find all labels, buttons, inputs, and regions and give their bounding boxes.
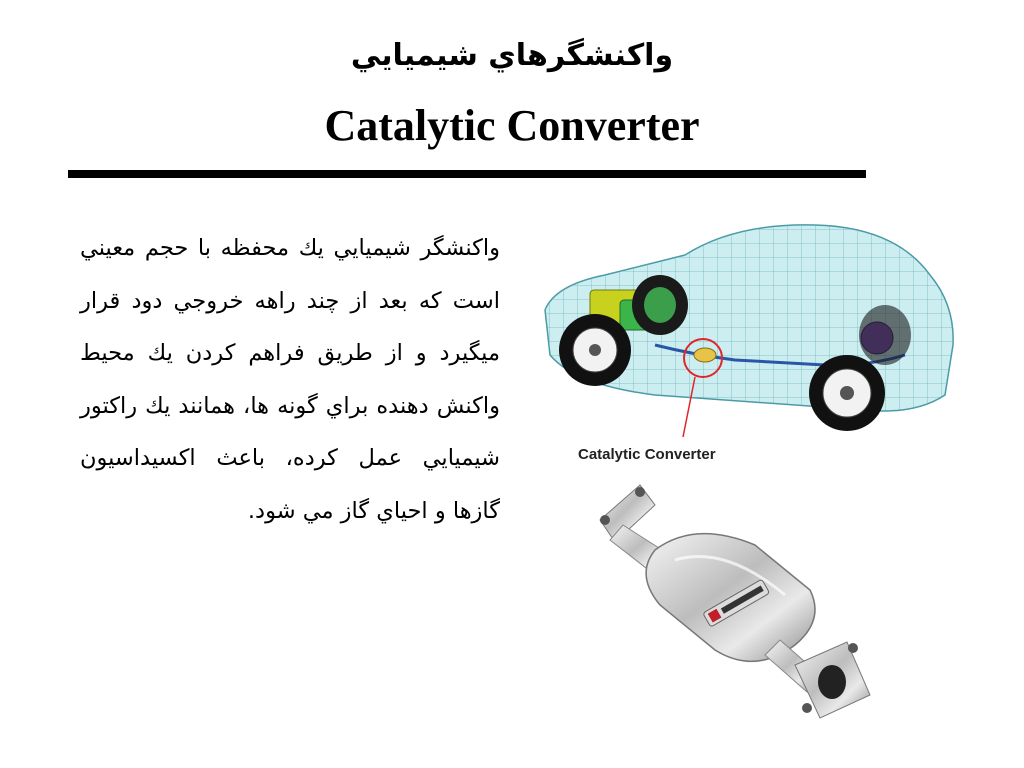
- outlet-flange: [795, 642, 870, 718]
- converter-on-car: [694, 348, 716, 362]
- catalytic-converter-illustration: [585, 480, 875, 720]
- title-divider: [68, 170, 866, 178]
- car-caption: Catalytic Converter: [578, 446, 716, 463]
- slide-title-persian: واكنشگرهاي شيميايي: [350, 38, 674, 73]
- wheel-rear-left: [809, 355, 885, 431]
- car-wireframe-illustration: [535, 215, 965, 465]
- body-paragraph: واكنشگر شيميايي يك محفظه با حجم معيني است كه بعد از چند راهه خروجي دود قرار ميگيرد و از طريق فراهم كردن يك محيط واكنش دهنده براي گونه ها، همانند يك راكتور شيميايي عمل كرده، باعث اكسيداسيون گازها و احياي گاز مي شود.: [80, 235, 500, 524]
- wheel-front-left: [559, 314, 631, 386]
- slide-title-english: Catalytic Converter: [324, 101, 700, 150]
- wheel-rear-right: [859, 305, 911, 365]
- wheel-front-right: [632, 275, 688, 335]
